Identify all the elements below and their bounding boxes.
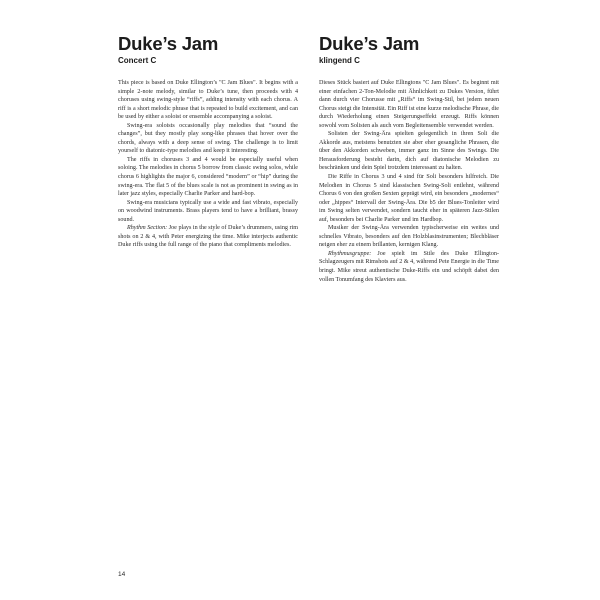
- german-rhythm-label: Rhythmusgruppe:: [328, 250, 372, 257]
- german-rhythm-text: Joe spielt im Stile des Duke Ellington-Schlagzeugers mit Rimshots auf 2 & 4, während Pete Energie in die Time bringt. Mike streut authentische Duke-Riffs ein und schöpft dabei den vollen Tonumfang des Klaviers aus.: [319, 250, 499, 283]
- german-column: [319, 34, 499, 284]
- english-subtitle: Concert C: [118, 56, 157, 65]
- german-paragraph-1: Dieses Stück basiert auf Duke Ellingtons "C Jam Blues". Es beginnt mit einer einfachen 2-Ton-Melodie mit Ähnlichkeit zu Dukes Version, führt dann durch vier Chorusse mit „Riffs“ im Swing-Stil, bei jedem neuen Chorus steigt die Intensität. Ein Riff ist eine kurze melodische Phrase, die durch Wiederholung einen Steigerungseffekt erzeugt. Riffs können sowohl vom Solisten als auch vom Begleitensemble verwendet werden.: [319, 80, 499, 129]
- page-number: 14: [118, 571, 126, 578]
- english-paragraph-5: [118, 224, 298, 250]
- german-paragraph-4: Musiker der Swing-Ära verwenden typischerweise ein weites und schnelles Vibrato, besonders auf den Holzblasinstrumenten; Blechbläser neigen eher zu einem brillanten, kernigen Klang.: [319, 225, 499, 249]
- english-paragraph-4: Swing-era musicians typically use a wide and fast vibrato, especially on woodwind instruments. Brass players tend to have a brilliant, brassy sound.: [118, 199, 298, 223]
- german-subtitle: klingend C: [319, 56, 360, 65]
- german-paragraph-3: Die Riffe in Chorus 3 und 4 sind für Soli besonders hilfreich. Die Melodien in Chorus 5 sind klassischen Swing-Soli entlehnt, während Chorus 6 von den großen Sexten geprägt wird, ein besonders „modernes“ oder „hippes“ Intervall der Swing-Ära. Die b5 der Blues-Tonleiter wird im Swing selten verwendet, sondern taucht eher in späteren Jazz-Stilen auf, besonders bei Charlie Parker und im Hardbop.: [319, 174, 499, 223]
- english-paragraph-2: Swing-era soloists occasionally play melodies that “sound the changes”, but they mostly play song-like phrases that hover over the chords, always with a deep sense of swing. The challenge is to limit yourself to diatonic-type melodies and keep it interesting.: [118, 122, 298, 155]
- german-title: Duke’s Jam: [319, 33, 420, 54]
- english-title: Duke’s Jam: [118, 33, 219, 54]
- english-paragraph-1: This piece is based on Duke Ellington’s "C Jam Blues". It begins with a simple 2-note melody, similar to Duke’s tune, then proceeds with 4 choruses using swing-style “riffs”, adding intensity with each chorus. A riff is a short melodic phrase that is repeated to build excitement, and can be used by either a soloist or ensemble accompanying a soloist.: [118, 80, 298, 121]
- english-paragraph-3: The riffs in choruses 3 and 4 would be especially useful when soloing. The melodies in chorus 5 borrow from classic swing solos, while chorus 6 highlights the major 6, considered “modern” or “hip” during the swing-era. The flat 5 of the blues scale is not as prominent in swing as in later jazz styles, especially Charlie Parker and hard-bop.: [118, 156, 298, 198]
- german-paragraph-5: [319, 250, 499, 284]
- german-paragraph-2: Solisten der Swing-Ära spielten gelegentlich in ihren Soli die Akkorde aus, meistens benutzten sie aber eher gesangliche Phrasen, die über den Akkorden schweben, immer ganz im Sinne des Swings. Die Herausforderung besteht darin, dich auf diatonische Melodien zu beschränken und dein Spiel trotzdem interessant zu halten.: [319, 131, 499, 172]
- english-rhythm-label: Rhythm Section:: [127, 225, 168, 232]
- english-rhythm-text: Joe plays in the style of Duke’s drummers, using rim shots on 2 & 4, with Peter energizing the time. Mike interjects authentic Duke riffs using the full range of the piano that compliments melodies.: [118, 225, 298, 249]
- english-column: [118, 34, 298, 250]
